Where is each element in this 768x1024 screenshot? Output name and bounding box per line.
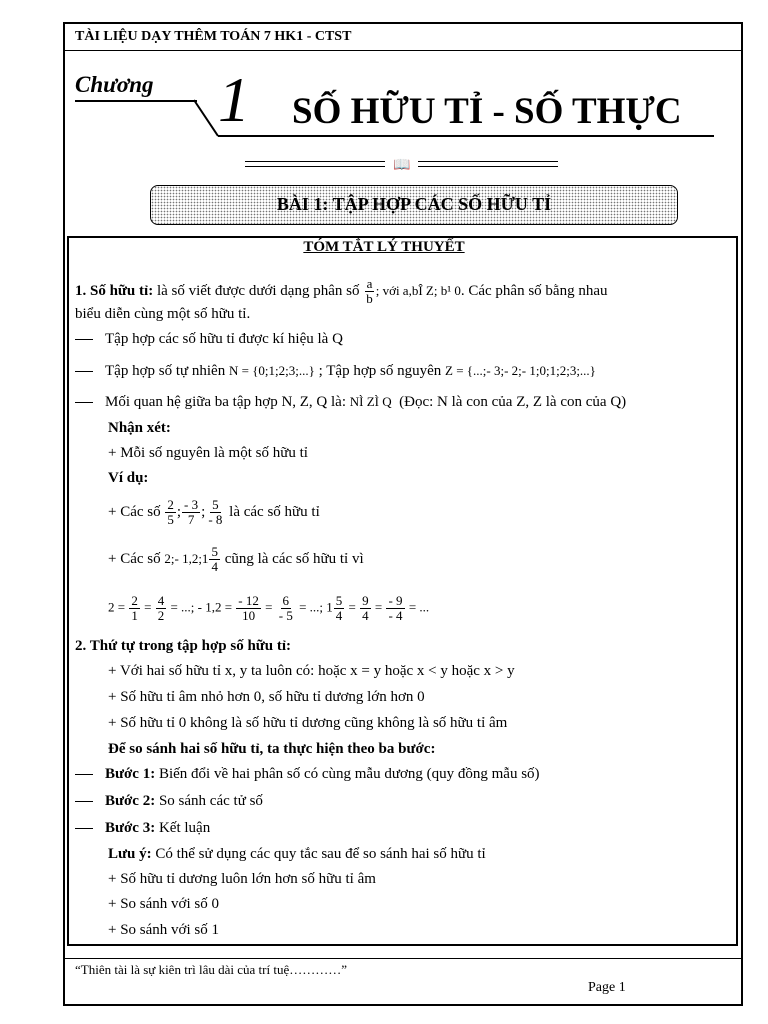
- step-3: Bước 3: Kết luận: [75, 820, 210, 837]
- s1-condition: ; với a,bÎ Z; b¹ 0: [375, 282, 461, 298]
- step-1: Bước 1: Biến đổi về hai phân số có cùng mẫu dương (quy đồng mẫu số): [75, 766, 540, 783]
- header-rule: [65, 50, 741, 51]
- fraction: $\frac{5}{- 8}$: [208, 497, 223, 527]
- note-line: Lưu ý: Có thể sử dụng các quy tắc sau để so sánh hai số hữu tỉ: [108, 846, 486, 862]
- natural-set: N = {0;1;2;3;...}: [228, 363, 315, 378]
- example-2: + Các số 2;- 1,2;1 $\frac{5}{4}$ cũng là các số hữu tỉ vì: [108, 544, 364, 574]
- remark-text: + Mỗi số nguyên là một số hữu tỉ: [108, 445, 308, 461]
- s2-label: 2. Thứ tự trong tập hợp số hữu tỉ:: [75, 638, 292, 654]
- chapter-number: 1: [218, 64, 250, 135]
- footer-quote: “Thiên tài là sự kiên trì lâu dài của trí tuệ…………”: [75, 962, 348, 977]
- divider-right-1: [418, 161, 558, 162]
- equivalence-line: 2 = $\frac{2}{1}$ = $\frac{4}{2}$ = ...; - 1,2 = $\frac{- 12}{10}$ = $\frac{6}{- 5}$ = ...; 1 $\frac{5}{4}$ = $\frac{9}{4}$ = $\frac{- 9}{- 4}$ = ...: [108, 593, 430, 623]
- fraction: $\frac{2}{5}$: [167, 497, 174, 527]
- step-2: Bước 2: So sánh các tử số: [75, 793, 263, 810]
- divider-right-2: [418, 166, 558, 167]
- s1-definition-line: [75, 277, 608, 306]
- s2-line3: + Số hữu tỉ 0 không là số hữu tỉ dương cũng không là số hữu tỉ âm: [108, 715, 508, 731]
- page-number: Page 1: [588, 980, 626, 995]
- chapter-word: Chương: [75, 72, 154, 97]
- subset-chain: NÌ ZÌ Q: [349, 394, 392, 409]
- bullet-sets: Tập hợp số tự nhiên N = {0;1;2;3;...} ; Tập hợp số nguyên Z = {...;- 3;- 2;- 1;0;1;2;3;...}: [75, 363, 596, 380]
- remark-label: Nhận xét:: [108, 420, 171, 436]
- example-label: Ví dụ:: [108, 470, 149, 486]
- integer-set: Z = {...;- 3;- 2;- 1;0;1;2;3;...}: [445, 363, 596, 378]
- lesson-title: BÀI 1: TẬP HỢP CÁC SỐ HỮU TỈ: [276, 194, 552, 214]
- s1-line2: biểu diễn cùng một số hữu tỉ.: [75, 306, 251, 322]
- section-title: TÓM TẮT LÝ THUYẾT: [303, 239, 465, 255]
- s2-line1: + Với hai số hữu tỉ x, y ta luôn có: hoặc x = y hoặc x < y hoặc x > y: [108, 663, 515, 679]
- header-title: TÀI LIỆU DẠY THÊM TOÁN 7 HK1 - CTST: [75, 29, 352, 44]
- footer-rule: [65, 958, 741, 959]
- chapter-title: SỐ HỮU TỈ - SỐ THỰC: [292, 91, 682, 132]
- chapter-title-rule: [218, 135, 714, 137]
- divider-left-1: [245, 161, 385, 162]
- bullet-relation: Mối quan hệ giữa ba tập hợp N, Z, Q là: NÌ ZÌ Q (Đọc: N là con của Z, Z là con của Q): [75, 394, 626, 411]
- example-1: + Các số $\frac{2}{5}$ ; $\frac{- 3}{7}$ ; $\frac{5}{- 8}$ là các số hữu tỉ: [108, 497, 320, 527]
- fraction: $\frac{5}{4}$: [211, 544, 218, 574]
- s1-text-b: . Các phân số bằng nhau: [460, 282, 608, 299]
- note-2: + So sánh với số 0: [108, 896, 219, 912]
- bullet-q: Tập hợp các số hữu tỉ được kí hiệu là Q: [75, 331, 343, 348]
- lesson-title-box: [150, 185, 678, 225]
- s1-label: 1. Số hữu tỉ:: [75, 282, 154, 299]
- note-1: + Số hữu tỉ dương luôn lớn hơn số hữu tỉ âm: [108, 871, 376, 887]
- note-3: + So sánh với số 1: [108, 922, 219, 938]
- s2-line2: + Số hữu tỉ âm nhỏ hơn 0, số hữu tỉ dương lớn hơn 0: [108, 689, 425, 705]
- chapter-underline: [75, 100, 197, 102]
- s1-text: là số viết được dưới dạng phân số: [156, 282, 360, 299]
- fraction: $\frac{- 3}{7}$: [184, 497, 199, 527]
- s2-compare: Để so sánh hai số hữu tỉ, ta thực hiện theo ba bước:: [108, 741, 436, 757]
- book-icon: 📖: [393, 158, 411, 173]
- divider-left-2: [245, 166, 385, 167]
- fraction-a-b: $\frac{a}{b}$: [366, 276, 373, 306]
